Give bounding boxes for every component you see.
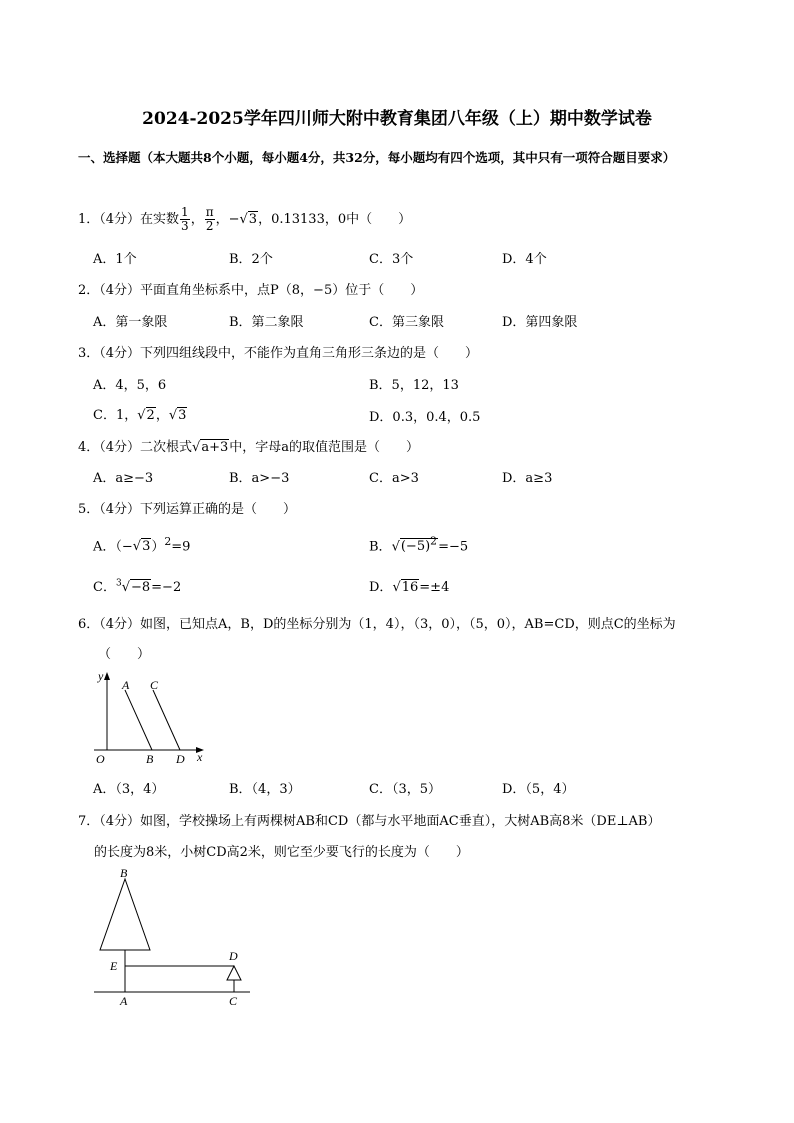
- q2-option-b[interactable]: B．第二象限: [229, 315, 304, 330]
- label-a: A: [120, 994, 128, 1008]
- label-e: E: [110, 959, 118, 973]
- sqrt-2: √2: [137, 408, 155, 423]
- label-y: y: [98, 669, 104, 683]
- q1-rest: ，0.13133，0中（ ）: [258, 212, 412, 227]
- label-d: D: [229, 949, 238, 963]
- sqrt-a-plus-3: √a+3: [192, 440, 229, 455]
- q6-option-b[interactable]: B．（4，3）: [229, 782, 301, 797]
- page-title: 2024-2025学年四川师大附中教育集团八年级（上）期中数学试卷: [142, 109, 652, 129]
- sqrt-neg5-squared: $√(-5)^2$: [391, 535, 438, 555]
- label-d: D: [176, 752, 185, 766]
- label-x: x: [197, 750, 203, 764]
- label-b: B: [120, 866, 128, 880]
- q3-option-b[interactable]: B．5，12，13: [369, 378, 459, 393]
- q6-option-a[interactable]: A．（3，4）: [93, 782, 165, 797]
- big-tree-crown: [100, 879, 150, 950]
- q4-option-d[interactable]: D．a≥3: [502, 471, 553, 486]
- question-7-stem: 7．（4分）如图，学校操场上有两棵树AB和CD（都与水平地面AC垂直），大树AB高8米（DE⊥AB）: [78, 814, 661, 829]
- q2-option-d[interactable]: D．第四象限: [502, 315, 578, 330]
- label-c: C: [229, 994, 238, 1008]
- sqrt-3: √3: [168, 408, 187, 423]
- question-3-stem: 3．（4分）下列四组线段中，不能作为直角三角形三条边的是（ ）: [78, 346, 479, 361]
- question-1-stem: [78, 206, 411, 233]
- section-heading: 一、选择题（本大题共8个小题，每小题4分，共32分，每小题均有四个选项，其中只有一项符合题目要求）: [78, 150, 676, 165]
- q1-option-d[interactable]: D．4个: [502, 252, 547, 267]
- segment-cd: [153, 690, 180, 750]
- q1-option-c[interactable]: C．3个: [369, 252, 414, 267]
- q5-option-d[interactable]: D．√16=±4: [369, 580, 450, 595]
- sqrt-3: √3: [239, 212, 258, 227]
- q3-option-c[interactable]: C．1，√2，√3: [93, 408, 187, 423]
- question-6-stem: 6．（4分）如图，已知点A，B，D的坐标分别为（1，4），（3，0），（5，0），AB=CD，则点C的坐标为: [78, 617, 676, 632]
- q3-option-d[interactable]: D．0.3，0.4，0.5: [369, 410, 481, 425]
- q4-option-c[interactable]: C．a>3: [369, 471, 419, 486]
- sqrt-3: √3: [132, 539, 151, 555]
- label-o: O: [96, 752, 105, 766]
- q1-option-a[interactable]: A．1个: [93, 252, 137, 267]
- y-axis-arrow: [104, 672, 110, 680]
- label-a: A: [122, 678, 130, 692]
- q4-option-b[interactable]: B．a>−3: [229, 471, 290, 486]
- q5-option-a[interactable]: A．$(-√3)^2=9$: [93, 535, 191, 555]
- q6-option-c[interactable]: C．（3，5）: [369, 782, 441, 797]
- coordinate-figure: [90, 668, 210, 768]
- question-5-stem: 5．（4分）下列运算正确的是（ ）: [78, 502, 297, 517]
- q6-option-d[interactable]: D．（5，4）: [502, 782, 575, 797]
- sqrt-16: √16: [392, 580, 419, 595]
- label-c: C: [150, 678, 159, 692]
- label-b: B: [146, 752, 154, 766]
- q1-prefix: 1．（4分）在实数: [78, 212, 180, 227]
- segment-ab: [125, 690, 152, 750]
- small-tree-crown: [227, 966, 241, 980]
- q1-neg: ，−: [215, 212, 240, 227]
- q4-option-a[interactable]: A．a≥−3: [93, 471, 154, 486]
- trees-figure: [88, 862, 268, 1012]
- question-4-stem: 4．（4分）二次根式√a+3中，字母a的取值范围是（ ）: [78, 440, 420, 455]
- q3-option-a[interactable]: A．4，5，6: [93, 378, 167, 393]
- cube-root-neg8: √−8: [121, 580, 151, 595]
- q1-separator: ，: [190, 212, 204, 227]
- q1-option-b[interactable]: B．2个: [229, 252, 273, 267]
- question-6-stem-cont: （ ）: [98, 647, 151, 662]
- fraction-one-third: $\frac{1}{3}$: [181, 205, 189, 233]
- q5-option-c[interactable]: C．$^3$√−8=−2: [93, 578, 182, 595]
- fraction-pi-half: $\frac{\pi}{2}$: [205, 205, 214, 233]
- question-7-stem-cont: 的长度为8米，小树CD高2米，则它至少要飞行的长度为（ ）: [94, 845, 469, 860]
- q2-option-a[interactable]: A．第一象限: [93, 315, 168, 330]
- question-2-stem: 2．（4分）平面直角坐标系中，点P（8，−5）位于（ ）: [78, 283, 424, 298]
- q5-option-b[interactable]: B．$√(-5)^2=-5$: [369, 535, 469, 555]
- q2-option-c[interactable]: C．第三象限: [369, 315, 444, 330]
